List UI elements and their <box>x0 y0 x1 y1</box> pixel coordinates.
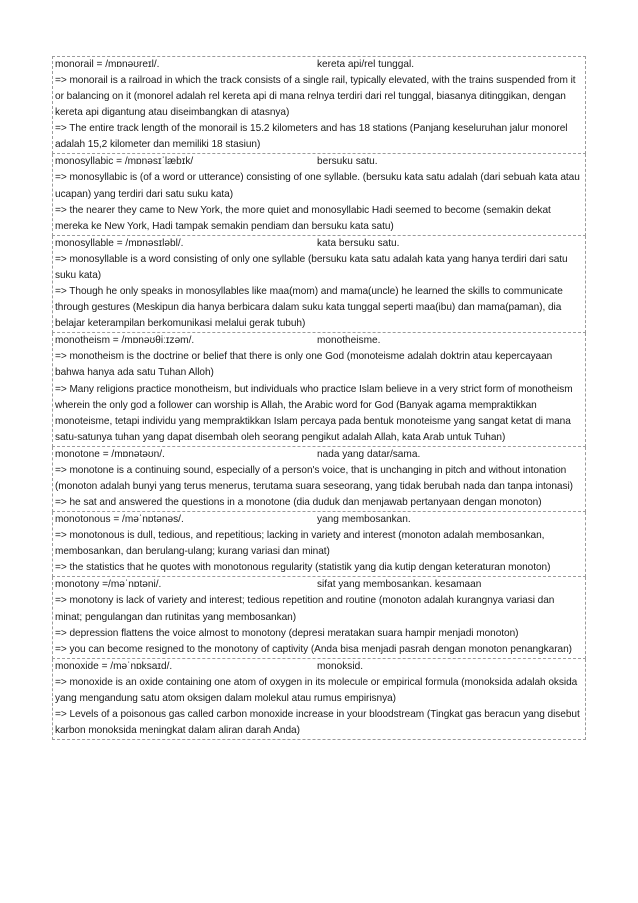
entry-example: => the statistics that he quotes with monotonous regularity (statistik yang dia kutip dengan keteraturan monoton) <box>55 562 551 574</box>
entry-translation: monotheisme. <box>317 335 381 347</box>
entry-definition: => monotonous is dull, tedious, and repetitious; lacking in variety and interest (monoton adalah membosankan, membosankan, dan berulang-ulang; kurang variasi dan minat) <box>55 530 545 558</box>
vocab-entry <box>52 659 586 740</box>
entry-word-pronunciation: monorail = /mɒnəʊreɪl/. <box>55 59 160 70</box>
entry-word-pronunciation: monotonous = /məˈnɒtənəs/. <box>55 514 184 526</box>
entry-definition: => monosyllabic is (of a word or utterance) consisting of one syllable. (bersuku kata satu adalah (dari sebuah kata atau ucapan) yang terdiri dari satu suku kata) <box>55 172 580 200</box>
entry-example: => he sat and answered the questions in a monotone (dia duduk dan menjawab pertanyaan dengan monoton) <box>55 497 542 509</box>
entry-header <box>55 57 584 73</box>
entry-header <box>55 512 584 528</box>
entry-definition: => monotheism is the doctrine or belief that there is only one God (monoteisme adalah doktrin atau kepercayaan bahwa hanya ada satu Tuhan Alloh) <box>55 351 553 379</box>
entry-header <box>55 577 584 593</box>
entry-word-pronunciation: monotone = /mɒnətəʊn/. <box>55 448 165 460</box>
entry-example: => Levels of a poisonous gas called carbon monoxide increase in your bloodstream (Tingkat gas beracun yang disebut karbon monoksida meningkat dalam aliran darah Anda) <box>55 709 580 737</box>
vocab-entry <box>52 56 586 154</box>
vocab-entry <box>52 577 586 658</box>
entry-example: => you can become resigned to the monotony of captivity (Anda bisa menjadi pasrah dengan monoton penangkaran) <box>55 643 572 655</box>
entry-translation: sifat yang membosankan. kesamaan <box>317 579 482 591</box>
entry-translation: kata bersuku satu. <box>317 237 400 249</box>
entry-word-pronunciation: monosyllabic = /mɒnəsɪˈlæbɪk/ <box>55 156 194 168</box>
vocab-entry <box>52 512 586 577</box>
vocab-entry <box>52 154 586 235</box>
vocab-entry <box>52 236 586 333</box>
entry-definition: => monoxide is an oxide containing one atom of oxygen in its molecule or empirical formula (monoksida adalah oksida yang mengandung satu atom oksigen dalam molekul atau rumus empirisnya) <box>55 676 578 704</box>
entry-example: => depression flattens the voice almost to monotony (depresi meratakan suara hampir menjadi monoton) <box>55 627 519 639</box>
entry-definition: => monotone is a continuing sound, especially of a person's voice, that is unchanging in pitch and without intonation (monoton adalah bunyi yang terus menerus, terutama suara seseorang, yang tidak berubah nada dan tanpa intonasi) <box>55 464 573 492</box>
entry-word-pronunciation: monosyllable = /mɒnəsɪləbl/. <box>55 237 184 249</box>
entry-header <box>55 333 584 349</box>
vocab-entry <box>52 447 586 512</box>
entry-example: => The entire track length of the monorail is 15.2 kilometers and has 18 stations (Panjang keseluruhan jalur monorel adalah 15,2 kilometer dan memiliki 18 stasiun) <box>55 123 568 151</box>
entry-definition: => monotony is lack of variety and interest; tedious repetition and routine (monoton adalah kurangnya variasi dan minat; pengulangan dan rutinitas yang membosankan) <box>55 595 555 623</box>
entry-definition: => monorail is a railroad in which the track consists of a single rail, typically elevated, with the trains suspended from it or balancing on it (monorel adalah rel kereta api di mana relnya terdiri dari rel tunggal, biasanya ditinggikan, dengan kereta api digantung atau diseimbangkan di atasnya) <box>55 75 576 119</box>
entry-header <box>55 659 584 675</box>
entry-example: => Many religions practice monotheism, but individuals who practice Islam believe in a very strict form of monotheism wherein the only god a follower can worship is Allah, the Arabic word for God (Banyak agama mempraktikkan monoteisme, tetapi individu yang mempraktikkan Islam percaya pada bentuk monoteisme yang sangat ketat di mana satu-satunya tuhan yang dapat disembah oleh seorang pengikut adalah Allah, kata Arab untuk Tuhan) <box>55 383 573 443</box>
entry-definition: => monosyllable is a word consisting of only one syllable (bersuku kata satu adalah kata yang hanya terdiri dari satu suku kata) <box>55 253 568 281</box>
entry-example: => the nearer they came to New York, the more quiet and monosyllabic Hadi seemed to become (semakin dekat mereka ke New York, Hadi tampak semakin pendiam dan bersuku kata satu) <box>55 204 551 232</box>
entry-word-pronunciation: monoxide = /məˈnɒksaɪd/. <box>55 660 173 672</box>
vocab-entry <box>52 333 586 447</box>
entry-example: => Though he only speaks in monosyllables like maa(mom) and mama(uncle) he learned the skills to communicate through gestures (Meskipun dia hanya berbicara dalam suku kata tunggal seperti maa(ibu) dan mama(paman), dia belajar keterampilan berkomunikasi melalui gerak tubuh) <box>55 286 563 330</box>
entry-translation: yang membosankan. <box>317 514 411 526</box>
entry-header <box>55 447 584 463</box>
vocabulary-document <box>52 56 586 740</box>
entry-header <box>55 236 584 252</box>
entry-translation: kereta api/rel tunggal. <box>317 59 415 70</box>
entry-translation: monoksid. <box>317 660 364 672</box>
entry-translation: bersuku satu. <box>317 156 378 168</box>
entry-translation: nada yang datar/sama. <box>317 448 421 460</box>
entry-word-pronunciation: monotheism = /mɒnəʊθiːɪzəm/. <box>55 335 195 347</box>
entry-header <box>55 154 584 170</box>
entry-word-pronunciation: monotony =/məˈnɒtəni/. <box>55 579 162 591</box>
